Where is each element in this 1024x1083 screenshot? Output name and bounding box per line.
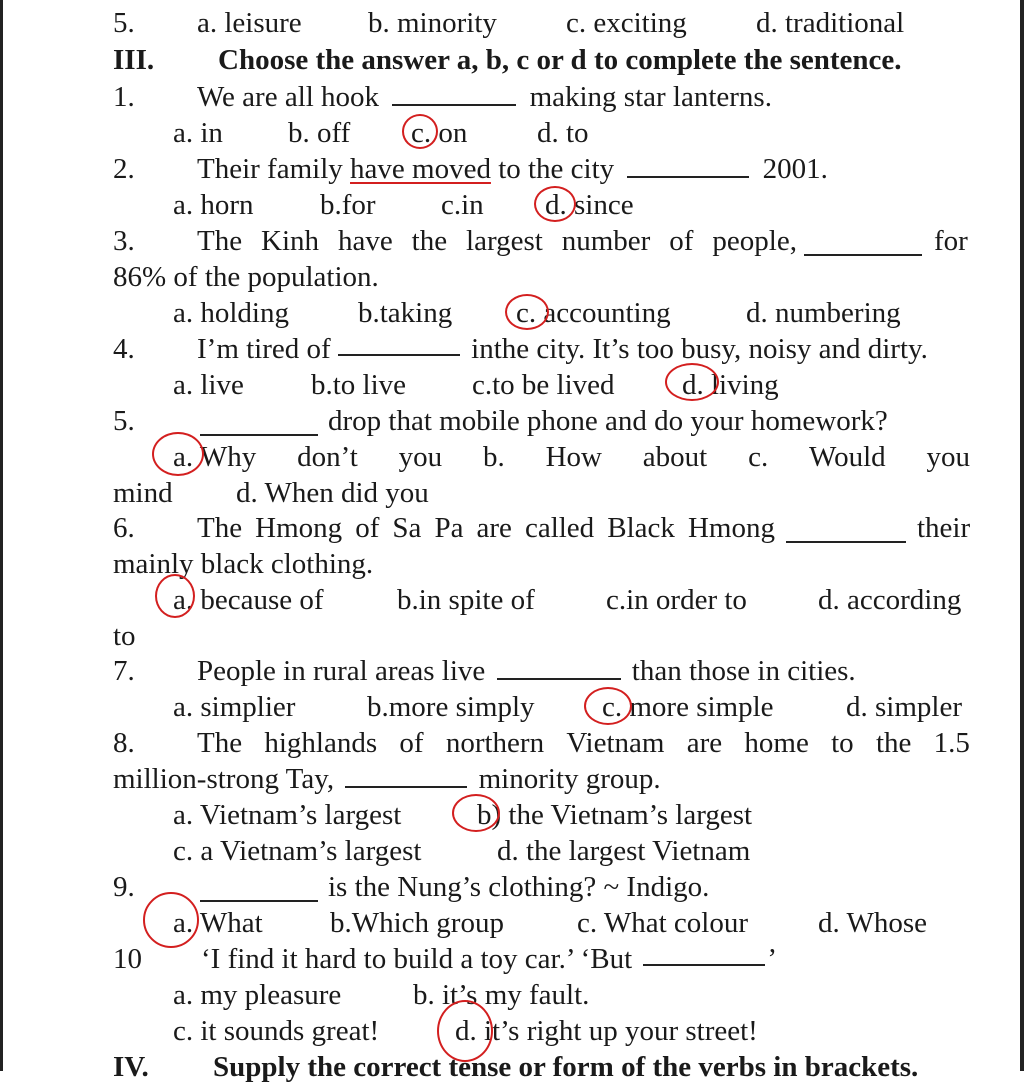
q4-number: 4.: [113, 333, 135, 365]
q2-stem: Their family have moved to the city 2001.: [197, 153, 828, 185]
page-border-right: [1020, 0, 1024, 1071]
q10-stem: ‘I find it hard to build a toy car.’ ‘But ’: [201, 943, 778, 975]
q2-option-b: b.for: [320, 189, 376, 221]
q7-option-c: c. more simple: [602, 691, 774, 723]
prev-option-b: b. minority: [368, 7, 497, 39]
q1-answer-circle: [402, 114, 438, 149]
q7-stem: People in rural areas live than those in cities.: [197, 655, 856, 687]
q10-option-b: b. it’s my fault.: [413, 979, 590, 1011]
q4-option-c: c.to be lived: [472, 369, 615, 401]
q6-stem-end: their: [917, 512, 971, 544]
q3-number: 3.: [113, 225, 135, 257]
q9-option-a: a. What: [173, 907, 263, 939]
q5-blank: [200, 434, 318, 436]
q3-option-d: d. numbering: [746, 297, 901, 329]
q10-number: 10: [113, 943, 142, 975]
q1-option-c: c. on: [411, 117, 468, 149]
prev-option-c: c. exciting: [566, 7, 687, 39]
q5-options-line1: a. Why don’t you b. How about c. Would you: [173, 441, 970, 473]
q6-option-b: b.in spite of: [397, 584, 535, 616]
q9-option-b: b.Which group: [330, 907, 504, 939]
q7-option-b: b.more simply: [367, 691, 535, 723]
q8-option-d: d. the largest Vietnam: [497, 835, 751, 867]
q1-number: 1.: [113, 81, 135, 113]
q7-answer-circle: [584, 687, 632, 725]
q6-stem-line1: The Hmong of Sa Pa are called Black Hmong: [197, 512, 775, 544]
q1-option-a: a. in: [173, 117, 223, 149]
q3-blank: [804, 254, 922, 256]
section-3-title: Choose the answer a, b, c or d to complete the sentence.: [218, 44, 902, 76]
q6-number: 6.: [113, 512, 135, 544]
q3-stem-line1: The Kinh have the largest number of people,: [197, 225, 797, 257]
q5-number: 5.: [113, 405, 135, 437]
q2-option-a: a. horn: [173, 189, 254, 221]
q9-number: 9.: [113, 871, 135, 903]
q3-option-a: a. holding: [173, 297, 289, 329]
section-3-numeral: III.: [113, 44, 155, 76]
q4-option-d: d. living: [682, 369, 779, 401]
q4-stem: I’m tired of inthe city. It’s too busy, noisy and dirty.: [197, 333, 928, 365]
q9-stem: is the Nung’s clothing? ~ Indigo.: [328, 871, 710, 903]
q4-option-b: b.to live: [311, 369, 407, 401]
q6-option-a: a. because of: [173, 584, 324, 616]
q3-answer-circle: [505, 294, 549, 330]
q5-options-line2-start: mind: [113, 477, 173, 509]
q6-answer-circle: [155, 574, 195, 618]
q1-option-d: d. to: [537, 117, 589, 149]
q2-option-d: d. since: [545, 189, 634, 221]
q8-option-b: b) the Vietnam’s largest: [477, 799, 753, 831]
q1-option-b: b. off: [288, 117, 351, 149]
q8-answer-circle: [452, 794, 500, 832]
q7-option-d: d. simpler: [846, 691, 962, 723]
q9-option-c: c. What colour: [577, 907, 748, 939]
q8-option-c: c. a Vietnam’s largest: [173, 835, 422, 867]
prev-option-a: a. leisure: [197, 7, 302, 39]
q6-option-d-wrap: to: [113, 620, 136, 652]
page-border-left: [0, 0, 3, 1071]
q10-option-a: a. my pleasure: [173, 979, 342, 1011]
section-4-numeral: IV.: [113, 1051, 149, 1083]
q6-stem-line2: mainly black clothing.: [113, 548, 374, 580]
q6-blank: [786, 541, 906, 543]
q2-number: 2.: [113, 153, 135, 185]
q8-stem-line1: The highlands of northern Vietnam are home to the 1.5: [197, 727, 970, 759]
q2-answer-circle: [534, 186, 576, 222]
q5-stem: drop that mobile phone and do your homework?: [328, 405, 888, 437]
q4-answer-circle: [665, 363, 719, 401]
q9-blank: [200, 900, 318, 902]
q5-answer-circle: [152, 432, 204, 476]
q7-option-a: a. simplier: [173, 691, 296, 723]
q1-stem: We are all hook making star lanterns.: [197, 81, 772, 113]
q8-number: 8.: [113, 727, 135, 759]
q3-option-b: b.taking: [358, 297, 453, 329]
q9-option-d: d. Whose: [818, 907, 928, 939]
q8-option-a: a. Vietnam’s largest: [173, 799, 402, 831]
q6-option-d: d. according: [818, 584, 962, 616]
q5-option-d: d. When did you: [236, 477, 429, 509]
prev-question-number: 5.: [113, 7, 135, 39]
prev-option-d: d. traditional: [756, 7, 905, 39]
q8-stem-line2: million-strong Tay, minority group.: [113, 763, 661, 795]
q3-stem-end: for: [934, 225, 968, 257]
q2-option-c: c.in: [441, 189, 484, 221]
q3-option-c: c. accounting: [516, 297, 671, 329]
section-4-title: Supply the correct tense or form of the verbs in brackets.: [213, 1051, 919, 1083]
q10-option-d: d. it’s right up your street!: [455, 1015, 758, 1047]
q4-option-a: a. live: [173, 369, 244, 401]
q10-option-c: c. it sounds great!: [173, 1015, 380, 1047]
q6-option-c: c.in order to: [606, 584, 747, 616]
q9-answer-circle: [143, 892, 199, 948]
q3-stem-line2: 86% of the population.: [113, 261, 379, 293]
q7-number: 7.: [113, 655, 135, 687]
